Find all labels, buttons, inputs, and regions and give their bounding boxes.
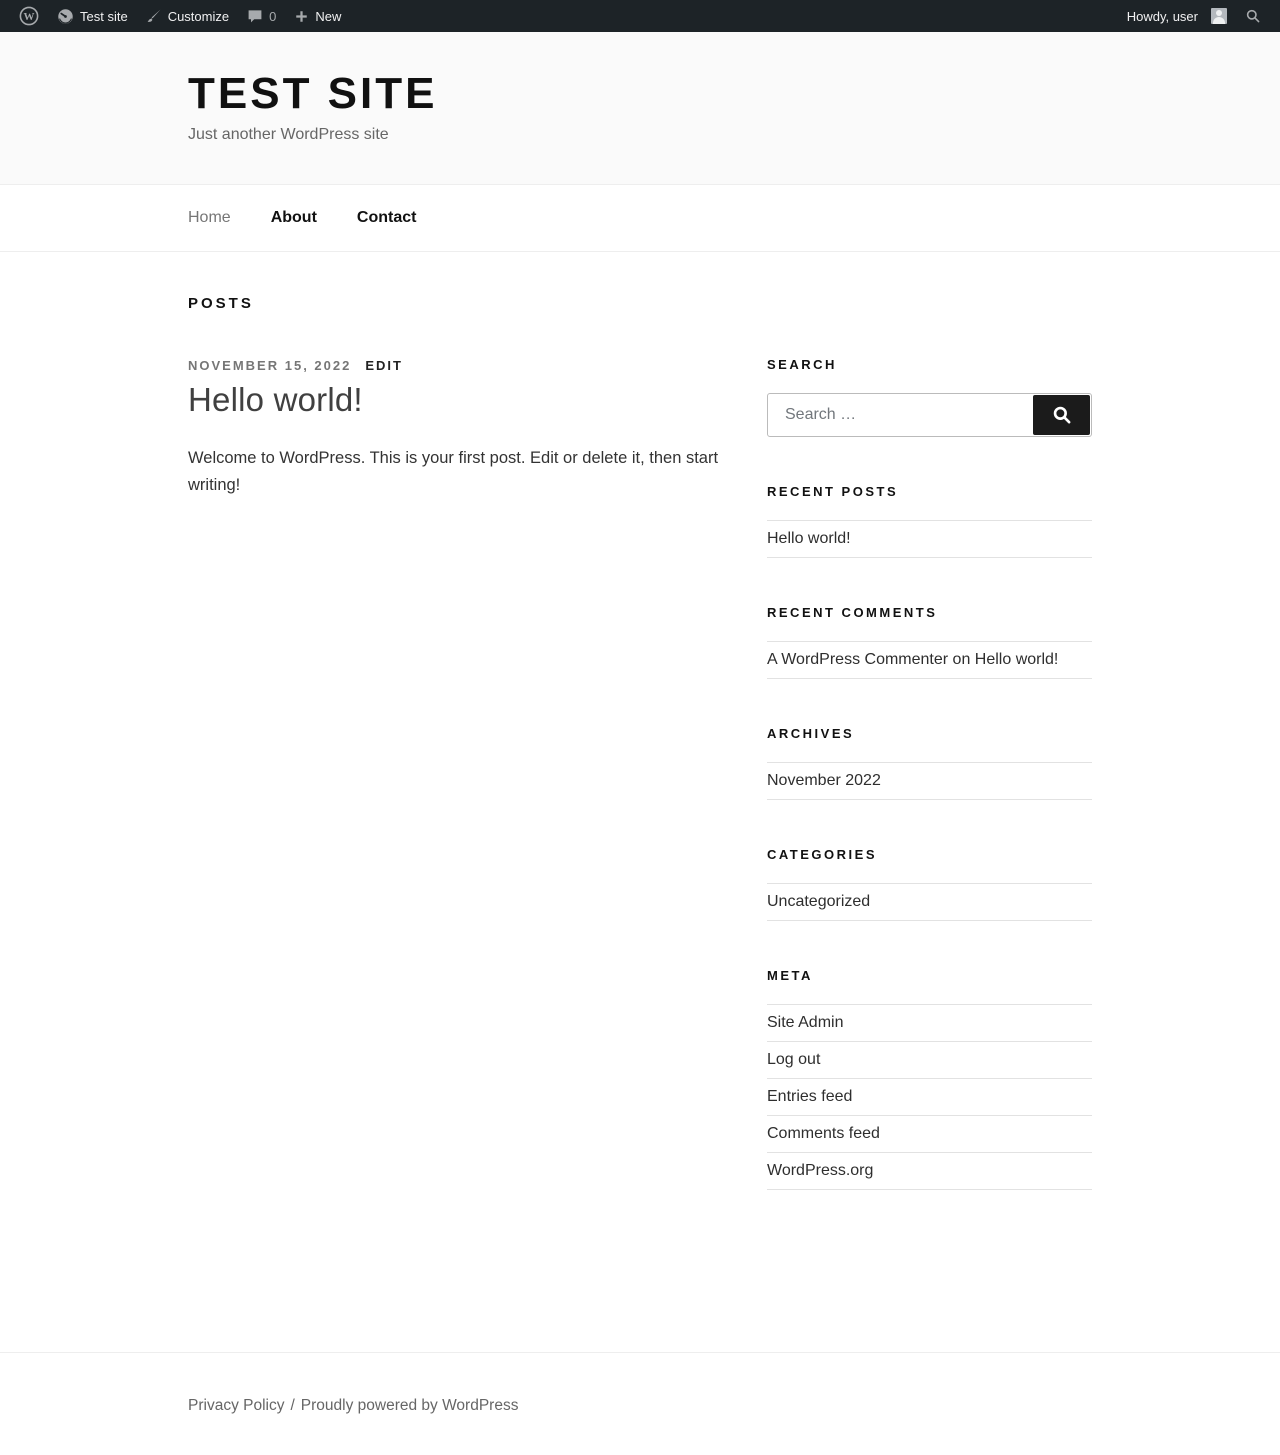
meta-comments-feed-link[interactable]: Comments feed xyxy=(767,1125,880,1143)
admin-bar xyxy=(0,0,1280,32)
list-item xyxy=(767,1116,1092,1153)
categories-title: CATEGORIES xyxy=(767,847,877,863)
site-header xyxy=(0,32,1280,185)
meta-log-out-link[interactable]: Log out xyxy=(767,1051,821,1069)
list-item xyxy=(767,1042,1092,1079)
comment-connector: on xyxy=(948,651,975,669)
comment-bubble-icon xyxy=(247,8,263,24)
admin-bar-search[interactable] xyxy=(1236,0,1270,32)
list-item xyxy=(767,642,1092,679)
admin-bar-site-name-label: Test site xyxy=(80,8,128,24)
archives-widget xyxy=(767,726,1092,800)
recent-post-link[interactable]: Hello world! xyxy=(767,530,851,548)
recent-comments-title: RECENT COMMENTS xyxy=(767,605,938,621)
comment-author-link[interactable]: A WordPress Commenter xyxy=(767,651,949,669)
main-navigation xyxy=(0,185,1280,252)
recent-posts-widget xyxy=(767,484,1092,558)
list-item xyxy=(767,1153,1092,1190)
nav-item-contact[interactable]: Contact xyxy=(356,209,417,227)
nav-item-about[interactable]: About xyxy=(270,209,317,227)
list-item xyxy=(767,1079,1092,1116)
search-button-icon xyxy=(1051,404,1073,426)
powered-by-link[interactable]: Proudly powered by WordPress xyxy=(300,1397,519,1415)
admin-bar-comment-count: 0 xyxy=(269,8,277,24)
admin-bar-my-account[interactable] xyxy=(1118,0,1236,32)
list-item xyxy=(767,884,1092,921)
svg-text:W: W xyxy=(23,11,35,23)
categories-widget xyxy=(767,847,1092,921)
dashboard-gauge-icon xyxy=(57,8,74,25)
plus-icon xyxy=(294,9,309,24)
customize-brush-icon xyxy=(146,8,162,24)
search-form xyxy=(767,393,1092,437)
post-title[interactable]: Hello world! xyxy=(188,381,363,419)
wordpress-logo-icon xyxy=(19,6,39,26)
howdy-label: Howdy, user xyxy=(1126,8,1198,24)
archives-title: ARCHIVES xyxy=(767,726,855,742)
footer-separator: / xyxy=(290,1397,295,1415)
meta-site-admin-link[interactable]: Site Admin xyxy=(767,1014,844,1032)
meta-wordpress-org-link[interactable]: WordPress.org xyxy=(767,1162,874,1180)
site-footer xyxy=(0,1352,1280,1455)
meta-title: META xyxy=(767,968,813,984)
admin-bar-site-name[interactable] xyxy=(48,0,137,32)
content-area xyxy=(188,295,722,498)
search-icon xyxy=(1245,8,1261,24)
search-widget xyxy=(767,357,1092,437)
site-title[interactable]: TEST SITE xyxy=(188,69,438,118)
admin-bar-new[interactable] xyxy=(285,0,350,32)
post-edit-link[interactable]: EDIT xyxy=(365,358,403,374)
admin-bar-new-label: New xyxy=(315,8,342,24)
admin-bar-comments[interactable] xyxy=(238,0,285,32)
user-avatar xyxy=(1211,8,1227,24)
site-tagline: Just another WordPress site xyxy=(188,126,389,144)
recent-comments-widget xyxy=(767,605,1092,679)
archive-link[interactable]: November 2022 xyxy=(767,772,881,790)
comment-post-link[interactable]: Hello world! xyxy=(974,651,1059,669)
category-link[interactable]: Uncategorized xyxy=(767,893,871,911)
post-hello-world xyxy=(188,358,722,498)
admin-bar-customize-label: Customize xyxy=(167,8,230,24)
list-item xyxy=(767,521,1092,558)
search-submit-button[interactable] xyxy=(1033,395,1090,435)
list-item xyxy=(767,763,1092,800)
search-widget-title: SEARCH xyxy=(767,357,837,373)
post-body: Welcome to WordPress. This is your first post. Edit or delete it, then start writing! xyxy=(188,449,719,495)
privacy-policy-link[interactable]: Privacy Policy xyxy=(188,1397,285,1415)
posts-section-title: POSTS xyxy=(188,295,254,313)
admin-bar-customize[interactable] xyxy=(137,0,238,32)
nav-item-home[interactable]: Home xyxy=(188,209,231,227)
meta-widget xyxy=(767,968,1092,1190)
sidebar xyxy=(767,357,1092,1237)
list-item xyxy=(767,1005,1092,1042)
meta-entries-feed-link[interactable]: Entries feed xyxy=(767,1088,853,1106)
wordpress-logo-menu[interactable] xyxy=(10,0,48,32)
post-date: NOVEMBER 15, 2022 xyxy=(188,358,352,374)
recent-posts-title: RECENT POSTS xyxy=(767,484,899,500)
